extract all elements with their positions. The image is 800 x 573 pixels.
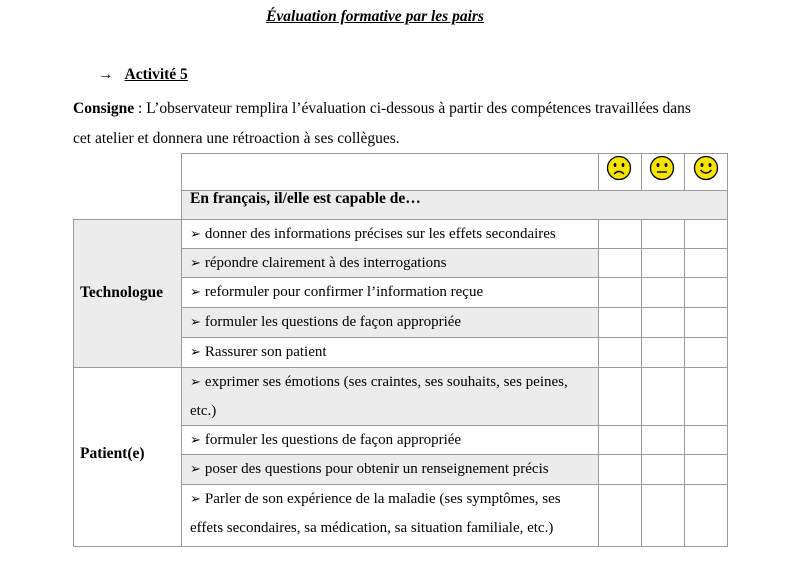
bullet-icon: ➢ <box>190 314 201 329</box>
grid-line <box>727 153 728 547</box>
bullet-icon: ➢ <box>190 344 201 359</box>
bullet-icon: ➢ <box>190 461 201 476</box>
grid-line <box>684 153 685 190</box>
sad-face-icon <box>606 155 632 181</box>
criterion-text: formuler les questions de façon appropriée <box>204 432 462 448</box>
instruction-text: : L’observateur remplira l’évaluation ci-dessous à partir des compétences travaillées dans cet atelier et donnera une rétroaction à ses collègues. <box>73 100 691 147</box>
criterion-text: Parler de son expérience de la maladie (ses symptômes, ses effets secondaires, sa médication, sa situation familiale, etc.) <box>190 491 561 536</box>
bullet-icon: ➢ <box>190 255 201 270</box>
criterion-text: reformuler pour confirmer l’information reçue <box>204 284 484 300</box>
bullet-icon: ➢ <box>190 284 201 299</box>
section-label-technologue: Technologue <box>80 284 163 301</box>
criterion-text: Rassurer son patient <box>204 344 327 360</box>
criterion-row <box>190 425 590 455</box>
neutral-face-icon <box>649 155 675 181</box>
section-label-patient: Patient(e) <box>80 445 145 462</box>
document-title: Évaluation formative par les pairs <box>266 8 484 25</box>
grid-line <box>181 153 182 547</box>
grid-line <box>181 153 728 154</box>
criterion-text: poser des questions pour obtenir un renseignement précis <box>204 461 549 477</box>
grid-line <box>598 219 599 547</box>
bullet-icon: ➢ <box>190 491 201 506</box>
grid-line <box>73 219 74 547</box>
arrow-icon: → <box>98 66 114 83</box>
grid-line <box>598 153 599 190</box>
criterion-text: exprimer ses émotions (ses craintes, ses souhaits, ses peines, etc.) <box>190 374 568 419</box>
criterion-text: donner des informations précises sur les effets secondaires <box>204 226 556 242</box>
criterion-row <box>190 484 590 543</box>
instruction-label: Consigne <box>73 100 135 117</box>
grid-line <box>73 546 728 547</box>
bullet-icon: ➢ <box>190 374 201 389</box>
bullet-icon: ➢ <box>190 432 201 447</box>
criterion-text: répondre clairement à des interrogations <box>204 255 447 271</box>
activity-label: Activité 5 <box>124 66 188 83</box>
criterion-row <box>190 277 590 307</box>
criterion-row <box>190 219 590 249</box>
criterion-row <box>190 367 590 426</box>
criterion-text: formuler les questions de façon appropriée <box>204 314 462 330</box>
grid-line <box>641 219 642 547</box>
criterion-row <box>190 307 590 337</box>
happy-face-icon <box>693 155 719 181</box>
criterion-row <box>190 248 590 278</box>
bullet-icon: ➢ <box>190 226 201 241</box>
grid-line <box>641 153 642 190</box>
criterion-row <box>190 454 590 484</box>
grid-line <box>684 219 685 547</box>
criterion-row <box>190 337 590 367</box>
table-header-label: En français, il/elle est capable de… <box>190 190 421 207</box>
